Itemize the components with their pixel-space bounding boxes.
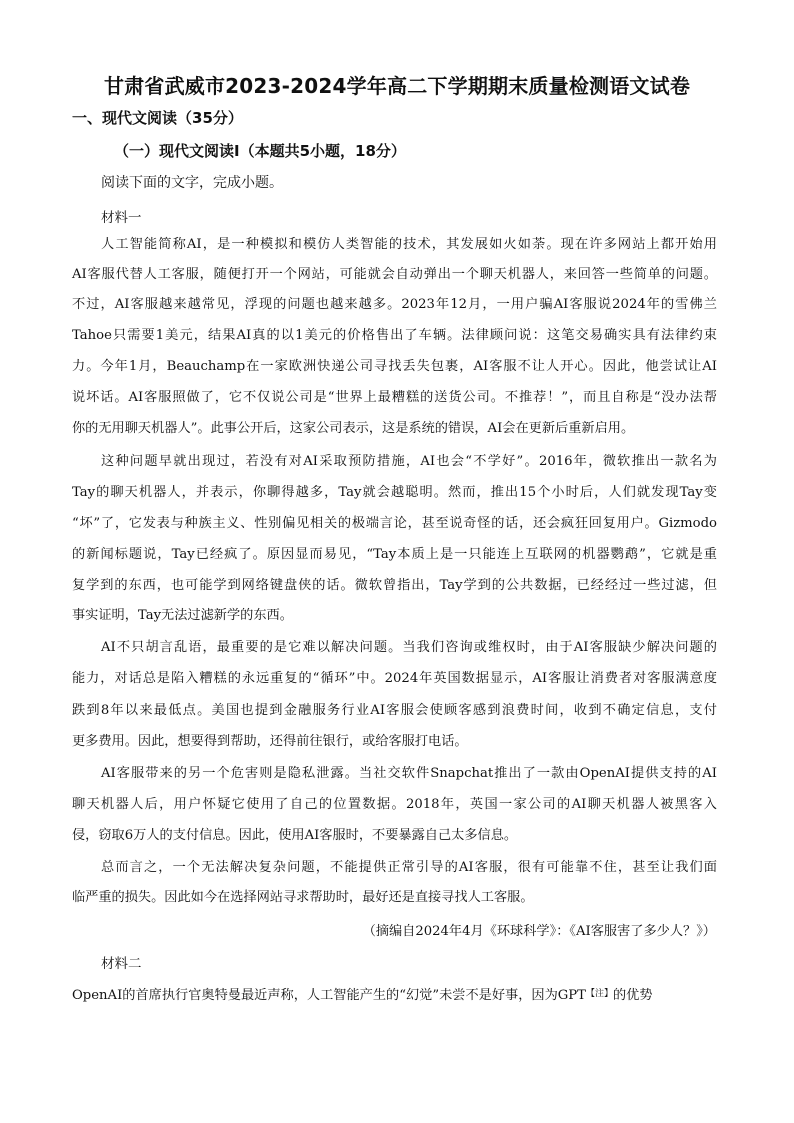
- p5-line: 临严重的损失。因此如今在选择网站寻求帮助时，最好还是直接寻找人工客服。: [72, 890, 534, 905]
- p3-line: 跌到8年以来最低点。美国也提到金融服务行业AI客服会使顾客感到浪费时间，收到不确定信息，支付: [72, 703, 717, 718]
- p2-line: 的新闻标题说，Tay已经疯了。原因显而易见，“Tay本质上是一只能连上互联网的机器鹦鹉”，它就是重: [72, 547, 717, 562]
- p2-line: 复学到的东西，也可能学到网络键盘侠的话。微软曾指出，Tay学到的公共数据，已经经过一些过滤，但: [72, 578, 717, 593]
- p6-text: OpenAI的首席执行官奥特曼最近声称，人工智能产生的“幻觉”未尝不是好事，因为GPT: [72, 988, 586, 1003]
- section-heading: 一、现代文阅读（35分）: [72, 109, 243, 127]
- p1-line: 说坏话。AI客服照做了，它不仅说公司是“世界上最糟糕的送货公司。不推荐！”，而且自称是“没办法帮: [72, 390, 717, 405]
- footnote-marker: 【注】: [585, 989, 613, 999]
- p3-line: 更多费用。因此，想要得到帮助，还得前往银行，或给客服打电话。: [72, 734, 468, 749]
- p1-line: 不过，AI客服越来越常见，浮现的问题也越来越多。2023年12月，一用户骗AI客服说2024年的雪佛兰: [72, 297, 717, 312]
- p1-line: AI客服代替人工客服，随便打开一个网站，可能就会自动弹出一个聊天机器人，来回答一些简单的问题。: [72, 267, 717, 282]
- p1-line: 你的无用聊天机器人”。此事公开后，这家公司表示，这是系统的错误，AI会在更新后重新启用。: [72, 421, 635, 436]
- p6-line: [72, 985, 653, 1005]
- instruction: 阅读下面的文字，完成小题。: [101, 175, 283, 191]
- p4-line: 聊天机器人后，用户怀疑它使用了自己的位置数据。2018年，英国一家公司的AI聊天机器人被黑客入: [72, 797, 717, 812]
- p1-line: 力。今年1月，Beauchamp在一家欧洲快递公司寻找丢失包裹，AI客服不让人开心。因此，他尝试让AI: [72, 359, 717, 374]
- p2-line: 这种问题早就出现过，若没有对AI采取预防措施，AI也会“不学好”。2016年，微软推出一款名为: [101, 454, 717, 469]
- p3-line: AI不只胡言乱语，最重要的是它难以解决问题。当我们咨询或维权时，由于AI客服缺少解决问题的: [101, 640, 717, 655]
- page-title: 甘肃省武威市2023-2024学年高二下学期期末质量检测语文试卷: [103, 74, 691, 98]
- p2-line: 事实证明，Tay无法过滤新学的东西。: [72, 608, 293, 623]
- material-2-label: 材料二: [101, 956, 142, 972]
- p1-line: 人工智能简称AI，是一种模拟和模仿人类智能的技术，其发展如火如荼。现在许多网站上都开始用: [101, 237, 717, 252]
- p4-line: AI客服带来的另一个危害则是隐私泄露。当社交软件Snapchat推出了一款由OpenAI提供支持的AI: [101, 766, 717, 781]
- p1-line: Tahoe只需要1美元，结果AI真的以1美元的价格售出了车辆。法律顾问说：这笔交易确实具有法律约束: [72, 328, 717, 343]
- material-1-label: 材料一: [101, 210, 142, 226]
- p2-line: Tay的聊天机器人，并表示，你聊得越多，Tay就会越聪明。然而，推出15个小时后，人们就发现Tay变: [72, 485, 717, 500]
- sub-heading: （一）现代文阅读Ⅰ（本题共5小题，18分）: [114, 142, 406, 160]
- p2-line: “坏”了，它发表与种族主义、性别偏见相关的极端言论，甚至说奇怪的话，还会疯狂回复用户。Gizmodo: [72, 516, 717, 531]
- p3-line: 能力，对话总是陷入糟糕的永远重复的“循环”中。2024年英国数据显示，AI客服让消费者对客服满意度: [72, 671, 717, 686]
- source-citation: （摘编自2024年4月《环球科学》：《AI客服害了多少人？》）: [362, 924, 716, 939]
- p4-line: 侵，窃取6万人的支付信息。因此，使用AI客服时，不要暴露自己太多信息。: [72, 828, 518, 843]
- p6-text-end: 的优势: [612, 988, 653, 1003]
- p5-line: 总而言之，一个无法解决复杂问题，不能提供正常引导的AI客服，很有可能靠不住，甚至让我们面: [101, 860, 717, 875]
